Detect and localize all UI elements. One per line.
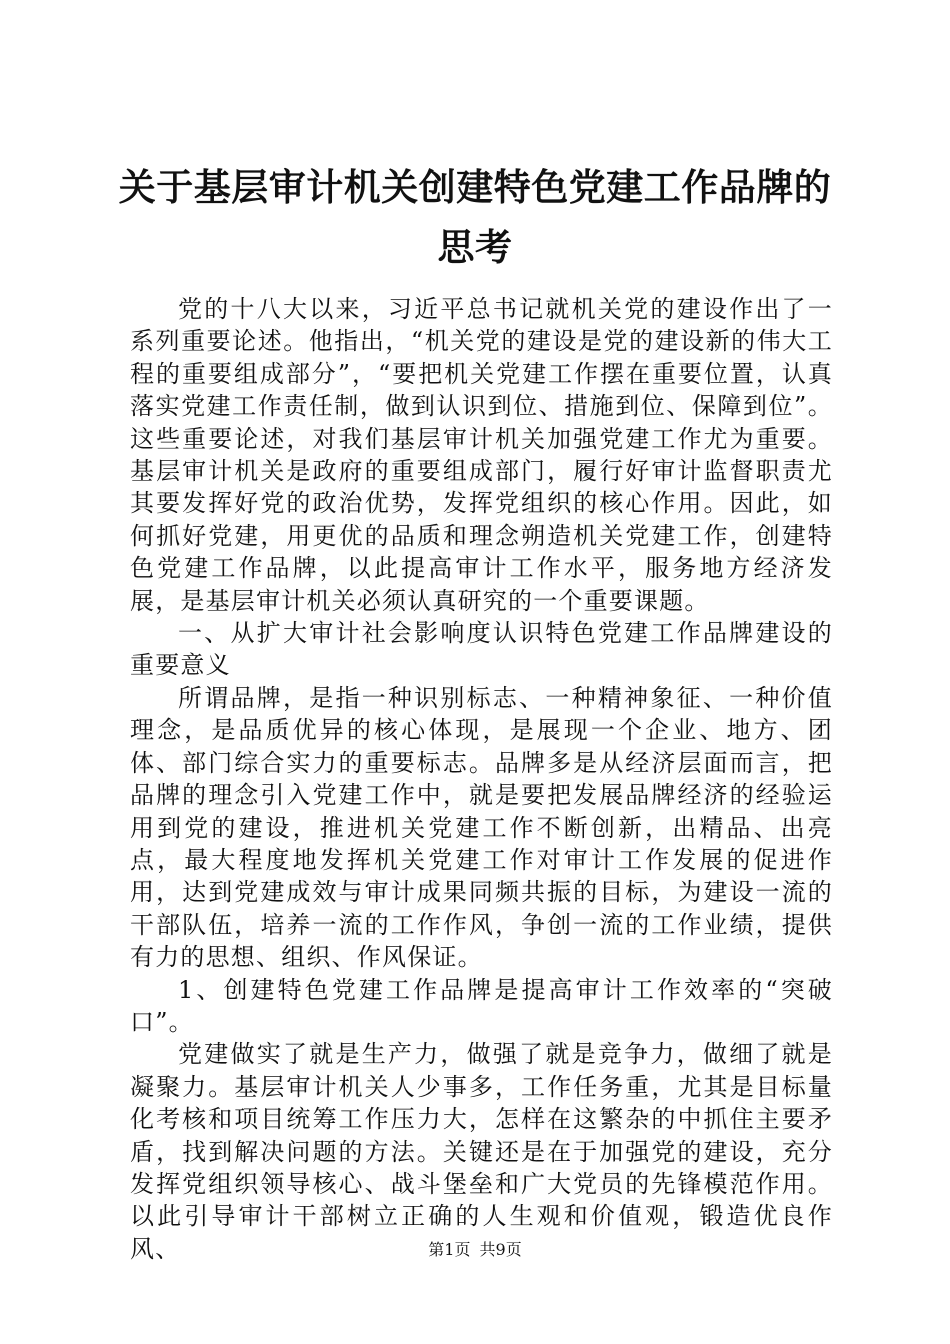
- page-number: 第1页: [428, 1240, 471, 1259]
- page-total: 共9页: [479, 1240, 522, 1259]
- page-footer: [0, 1240, 950, 1260]
- document-body: [130, 293, 833, 1265]
- paragraph-brand-definition: 所谓品牌，是指一种识别标志、一种精神象征、一种价值理念，是品质优异的核心体现，是展现一个企业、地方、团体、部门综合实力的重要标志。品牌多是从经济层面而言，把品牌的理念引入党建工作中，就是要把发展品牌经济的经验运用到党的建设，推进机关党建工作不断创新，出精品、出亮点，最大程度地发挥机关党建工作对审计工作发展的促进作用，达到党建成效与审计成果同频共振的目标，为建设一流的干部队伍，培养一流的工作作风，争创一流的工作业绩，提供有力的思想、组织、作风保证。: [130, 683, 833, 972]
- paragraph-productivity: 党建做实了就是生产力，做强了就是竞争力，做细了就是凝聚力。基层审计机关人少事多，工作任务重，尤其是目标量化考核和项目统筹工作压力大，怎样在这繁杂的中抓住主要矛盾，找到解决问题的方法。关键还是在于加强党的建设，充分发挥党组织领导核心、战斗堡垒和广大党员的先锋模范作用。以此引导审计干部树立正确的人生观和价值观，锻造优良作风、: [130, 1040, 833, 1263]
- section-heading-1: 一、从扩大审计社会影响度认识特色党建工作品牌建设的重要意义: [130, 619, 833, 680]
- paragraph-intro: 党的十八大以来，习近平总书记就机关党的建设作出了一系列重要论述。他指出，“机关党的建设是党的建设新的伟大工程的重要组成部分”，“要把机关党建工作摆在重要位置，认真落实党建工作责任制，做到认识到位、措施到位、保障到位”。这些重要论述，对我们基层审计机关加强党建工作尤为重要。基层审计机关是政府的重要组成部门，履行好审计监督职责尤其要发挥好党的政治优势，发挥党组织的核心作用。因此，如何抓好党建，用更优的品质和理念朔造机关党建工作，创建特色党建工作品牌，以此提高审计工作水平，服务地方经济发展，是基层审计机关必须认真研究的一个重要课题。: [130, 295, 833, 615]
- document-title: 关于基层审计机关创建特色党建工作品牌的思考: [118, 166, 832, 269]
- subheading-1: 1、创建特色党建工作品牌是提高审计工作效率的“突破口”。: [130, 975, 833, 1036]
